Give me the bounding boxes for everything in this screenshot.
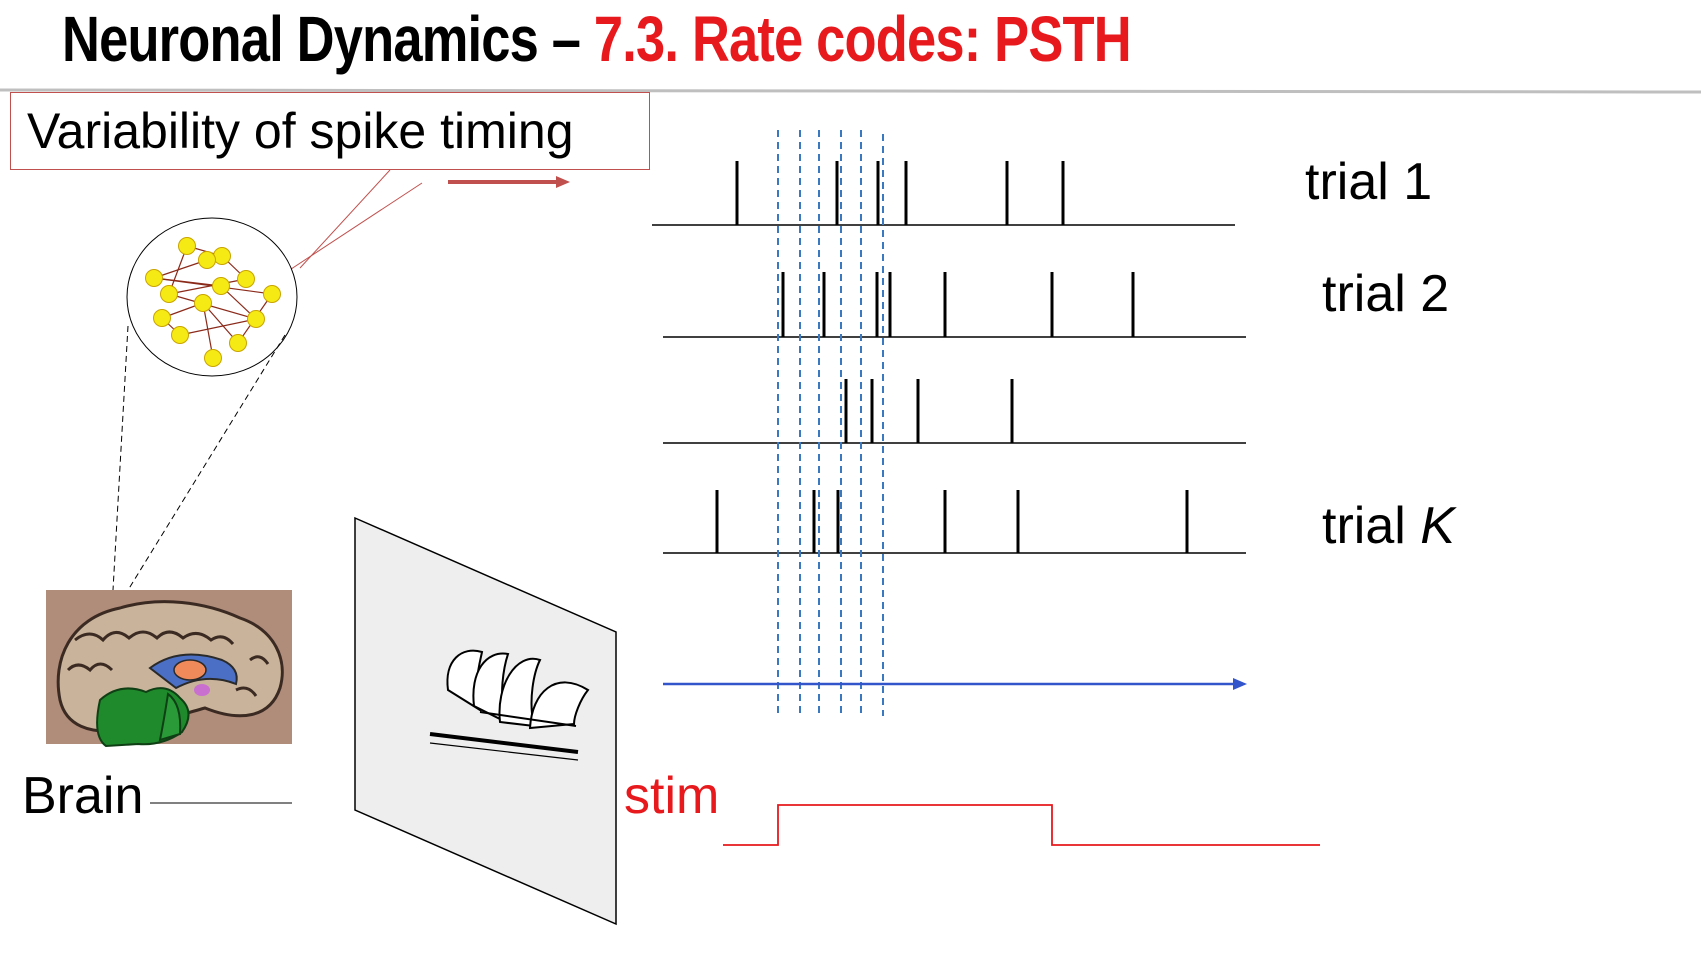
time-axis-arrow	[663, 678, 1247, 690]
trial-k-letter: K	[1420, 497, 1455, 555]
neuron-network-icon	[127, 218, 297, 376]
trial-2-number: 2	[1420, 265, 1450, 323]
alignment-dashed-lines	[778, 130, 883, 716]
trial-1-prefix: trial	[1305, 153, 1404, 211]
zoom-line-dashed	[113, 326, 128, 590]
trial-1-number: 1	[1403, 153, 1433, 211]
trial-2-spikes	[783, 272, 1133, 337]
stimulus-trace	[723, 805, 1320, 845]
trial-k-prefix: trial	[1322, 497, 1421, 555]
title-part-red: 7.3. Rate codes: PSTH	[593, 3, 1131, 75]
trial-1-spikes	[737, 161, 1063, 225]
trial-2-label	[1322, 265, 1450, 323]
trial-3-spikes	[846, 379, 1012, 443]
trial-k-label	[1322, 497, 1455, 555]
trial-1-label	[1305, 153, 1433, 211]
brain-label: Brain	[22, 767, 144, 825]
variability-label-box: Variability of spike timing	[10, 92, 650, 170]
stimulus-screen	[355, 518, 616, 924]
trial-2-prefix: trial	[1322, 265, 1421, 323]
trial-k-spikes	[717, 490, 1187, 553]
zoom-line	[300, 170, 390, 268]
title-part-black: Neuronal Dynamics –	[62, 3, 594, 75]
box-arrow	[448, 176, 570, 188]
spike-raster	[652, 161, 1246, 553]
zoom-line	[282, 183, 422, 275]
brain-icon	[46, 590, 292, 746]
stim-label: stim	[624, 767, 720, 825]
